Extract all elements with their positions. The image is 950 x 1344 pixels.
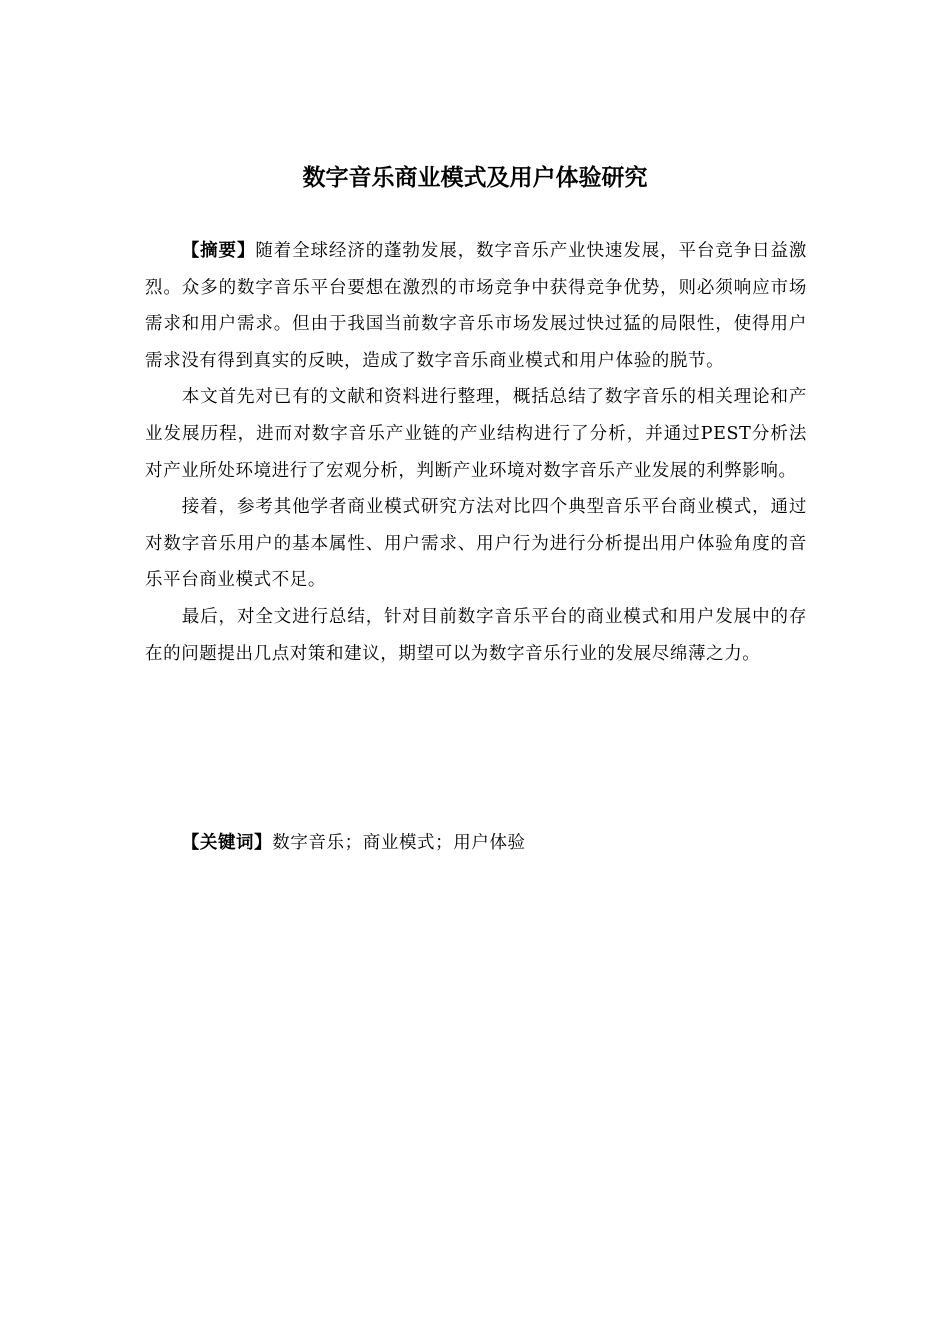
keywords-label: 【关键词】 (181, 833, 273, 853)
abstract-label: 【摘要】 (181, 241, 256, 261)
abstract-paragraph-4: 最后，对全文进行总结，针对目前数字音乐平台的商业模式和用户发展中的存在的问题提出几点对策和建议，期望可以为数字音乐行业的发展尽绵薄之力。 (145, 606, 807, 664)
keywords-line (145, 825, 807, 861)
abstract-paragraph-3: 接着，参考其他学者商业模式研究方法对比四个典型音乐平台商业模式，通过对数字音乐用户的基本属性、用户需求、用户行为进行分析提出用户体验角度的音乐平台商业模式不足。 (145, 497, 807, 591)
abstract-body (145, 233, 807, 672)
abstract-paragraph-2: 本文首先对已有的文献和资料进行整理，概括总结了数字音乐的相关理论和产业发展历程，进而对数字音乐产业链的产业结构进行了分析，并通过PEST分析法对产业所处环境进行了宏观分析，判断产业环境对数字音乐产业发展的利弊影响。 (145, 387, 807, 481)
abstract-paragraph-1 (145, 233, 807, 379)
keywords-text: 数字音乐；商业模式；用户体验 (272, 833, 526, 853)
document-title: 数字音乐商业模式及用户体验研究 (302, 165, 648, 191)
abstract-paragraph-1-text: 随着全球经济的蓬勃发展，数字音乐产业快速发展，平台竞争日益激烈。众多的数字音乐平台要想在激烈的市场竞争中获得竞争优势，则必须响应市场需求和用户需求。但由于我国当前数字音乐市场发展过快过猛的局限性，使得用户需求没有得到真实的反映，造成了数字音乐商业模式和用户体验的脱节。 (145, 241, 807, 371)
